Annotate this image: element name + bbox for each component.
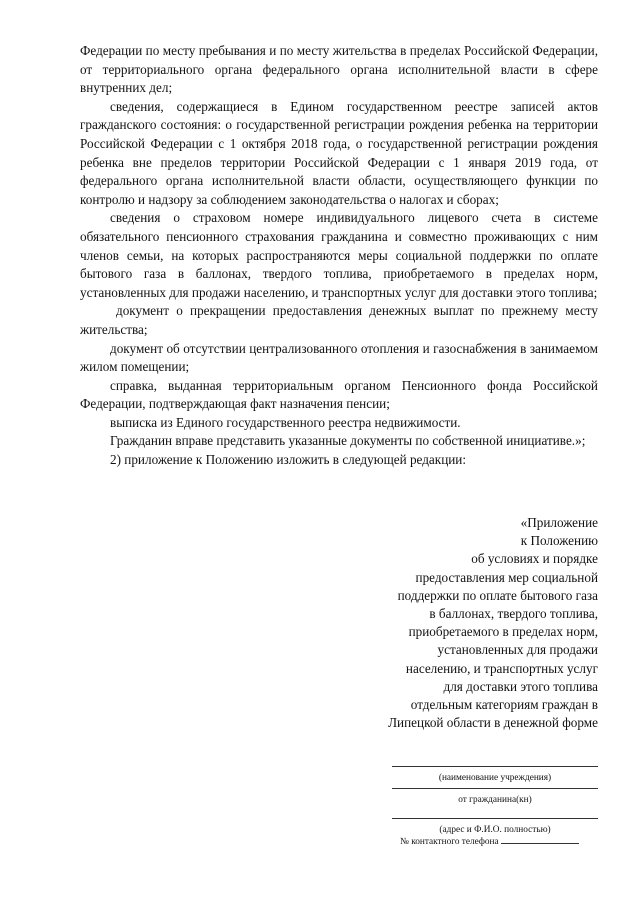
paragraph-real-estate-extract: выписка из Единого государственного реестра недвижимости.: [110, 414, 461, 430]
appendix-line: «Приложение: [520, 515, 598, 530]
paragraph-insurance-number: сведения о страховом номере индивидуального лицевого счета в системе обязательного пенсионного страхования гражданина и совместно проживающих с ним членов семьи, на которых распространяются меры социальной поддержки по оплате бытового газа в баллонах, твердого топлива, приобретаемого в пределах норм, установленных для продажи населению, и транспортных услуг для доставки этого топлива;: [80, 210, 598, 300]
paragraph-pension-certificate: справка, выданная территориальным органом Пенсионного фонда Российской Федерации, подтверждающая факт назначения пенсии;: [80, 377, 598, 412]
institution-line: [392, 766, 598, 767]
appendix-line: Липецкой области в денежной форме: [388, 715, 598, 731]
document-body: [80, 42, 598, 470]
paragraph-civil-registry: сведения, содержащиеся в Едином государственном реестре записей актов гражданского состояния: о государственной регистрации рождения ребенка на территории Российской Федерации с 1 октября 2018 года, о государственной регистрации рождения ребенка вне пределов территории Российской Федерации с 1 января 2019 года, от федерального органа исполнительной власти области, осуществляющего функции по контролю и надзору за соблюдением законодательства о налогах и сборах;: [80, 98, 598, 207]
appendix-line: к Положению: [520, 533, 598, 549]
paragraph-continuation: Федерации по месту пребывания и по месту жительства в пределах Российской Федерации, от территориального органа федерального органа исполнительной власти в сфере внутренних дел;: [80, 43, 598, 96]
paragraph-no-heating: документ об отсутствии централизованного отопления и газоснабжения в занимаемом жилом помещении;: [80, 340, 598, 375]
address-caption: (адрес и Ф.И.О. полностью): [439, 825, 551, 835]
paragraph-own-initiative: Гражданин вправе представить указанные документы по собственной инициативе.»;: [110, 433, 586, 449]
blank-line: [392, 788, 598, 789]
phone-row: [400, 833, 579, 852]
appendix-line: населению, и транспортных услуг: [405, 660, 598, 676]
appendix-line: для доставки этого топлива: [443, 678, 598, 694]
institution-caption: (наименование учреждения): [438, 773, 552, 783]
appendix-line: поддержки по оплате бытового газа: [397, 587, 598, 603]
paragraph-payment-termination: документ о прекращении предоставления денежных выплат по прежнему месту жительства;: [80, 303, 598, 337]
appendix-line: приобретаемого в пределах норм,: [408, 624, 598, 640]
from-citizen-label: от гражданина(кн): [458, 795, 532, 805]
appendix-line: об условиях и порядке: [471, 551, 598, 567]
paragraph-appendix-change: 2) приложение к Положению изложить в следующей редакции:: [110, 452, 467, 468]
appendix-line: установленных для продажи: [437, 642, 598, 658]
appendix-line: в баллонах, твердого топлива,: [429, 606, 598, 622]
address-line: [392, 818, 598, 819]
appendix-heading: [330, 514, 598, 732]
phone-line: [501, 834, 579, 844]
appendix-line: предоставления мер социальной: [415, 569, 598, 585]
phone-label: № контактного телефона: [400, 837, 499, 847]
appendix-line: отдельным категориям граждан в: [410, 697, 598, 713]
